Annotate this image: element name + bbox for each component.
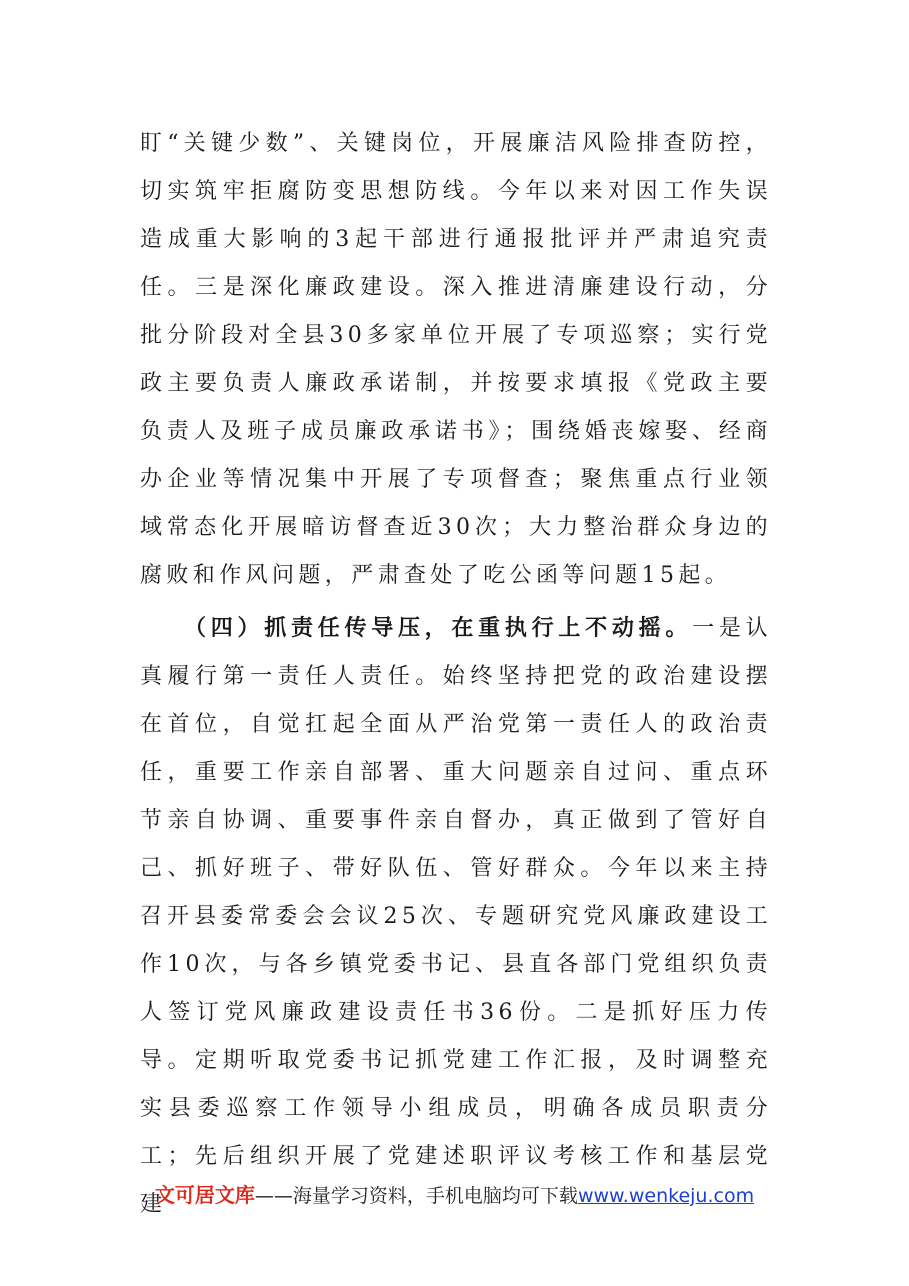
paragraph-2 <box>140 604 772 1229</box>
document-body <box>140 120 772 1229</box>
paragraph-1: 盯“关键少数”、关键岗位，开展廉洁风险排查防控，切实筑牢拒腐防变思想防线。今年以来对因工作失误造成重大影响的3起干部进行通报批评并严肃追究责任。三是深化廉政建设。深入推进清廉建设行动，分批分阶段对全县30多家单位开展了专项巡察；实行党政主要负责人廉政承诺制，并按要求填报《党政主要负责人及班子成员廉政承诺书》；围绕婚丧嫁娶、经商办企业等情况集中开展了专项督查；聚焦重点行业领域常态化开展暗访督查近30次；大力整治群众身边的腐败和作风问题，严肃查处了吃公函等问题15起。 <box>140 131 772 588</box>
section-heading: （四）抓责任传导压，在重执行上不动摇。 <box>184 615 693 641</box>
website-link[interactable]: www.wenkeju.com <box>577 1185 755 1207</box>
paragraph-2-body: 一是认真履行第一责任人责任。始终坚持把党的政治建设摆在首位，自觉扛起全面从严治党第一责任人的政治责任，重要工作亲自部署、重大问题亲自过问、重点环节亲自协调、重要事件亲自督办，真正做到了管好自己、抓好班子、带好队伍、管好群众。今年以来主持召开县委常委会会议25次、专题研究党风廉政建设工作10次，与各乡镇党委书记、县直各部门党组织负责人签订党风廉政建设责任书36份。二是抓好压力传导。定期听取党委书记抓党建工作汇报，及时调整充实县委巡察工作领导小组成员，明确各成员职责分工；先后组织开展了党建述职评议考核工作和基层党建 <box>140 616 772 1217</box>
page-footer <box>0 1180 909 1211</box>
brand-name: 文可居文库 <box>154 1183 255 1207</box>
footer-tagline: ——海量学习资料，手机电脑均可下载 <box>254 1185 578 1207</box>
